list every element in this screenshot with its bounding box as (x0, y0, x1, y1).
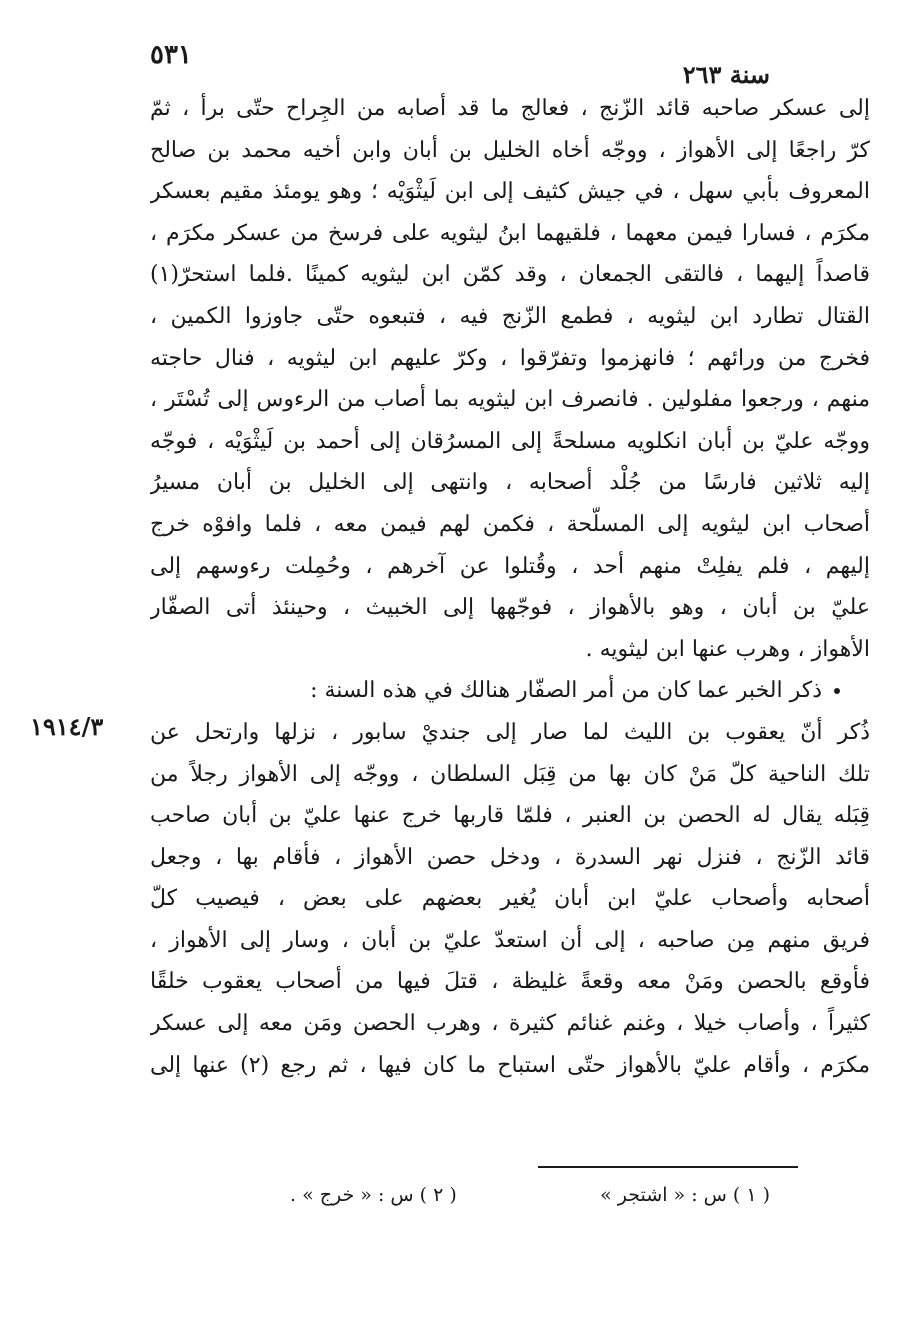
text-line: قاصداً إليهما ، فالتقى الجمعان ، وقد كمّن ابن ليثويه كمينًا .فلما استحرّ(١) (150, 262, 870, 288)
text-line: مكرَم ، فسارا فيمن معهما ، فلقيهما ابنُ ليثويه على فرسخ من عسكر مكرَم ، (150, 220, 870, 246)
text-line: كثيراً ، وأصاب خيلا ، وغنم غنائم كثيرة ، وهرب الحصن ومَن معه إلى عسكر (150, 1011, 870, 1037)
text-line: إليهم ، فلم يفلِتْ منهم أحد ، وقُتلوا عن آخرهم ، وحُمِلت رءوسهم إلى (150, 553, 870, 579)
running-head: سنة ٢٦٣ (682, 60, 770, 89)
section-heading (150, 670, 870, 712)
text-line: فأوقع بالحصن ومَنْ معه وقعةً غليظة ، قتلَ فيها من أصحاب يعقوب خلقًا (150, 969, 870, 995)
text-line: ذُكر أنّ يعقوب بن الليث لما صار إلى جنديْ سابور ، نزلها وارتحل عن (150, 719, 870, 745)
text-line: فخرج من ورائهم ؛ فانهزموا وتفرّقوا ، وكرّ عليهم ابن ليثويه ، فنال حاجته (150, 345, 870, 371)
body-text (150, 88, 870, 1086)
text-line: منهم ، ورجعوا مفلولين . فانصرف ابن ليثويه بما أصاب من الرءوس إلى تُسْتَر ، (150, 387, 870, 413)
text-line: تلك الناحية كلّ مَنْ كان بها من قِبَل السلطان ، ووجّه إلى الأهواز رجلاً من (150, 761, 870, 787)
section-heading-text: ذكر الخبر عما كان من أمر الصفّار هنالك في هذه السنة : (310, 678, 822, 704)
bullet-icon (834, 688, 840, 694)
text-line: إلى عسكر صاحبه قائد الزّنج ، فعالج ما قد أصابه من الجِراح حتّى برأ ، ثمّ (150, 96, 870, 121)
margin-reference: ١٩١٤/٣ (30, 712, 104, 741)
text-line: ووجّه عليّ بن أبان انكلويه مسلحةً إلى المسرُقان إلى أحمد بن لَيثْوَيْه ، فوجّه (150, 428, 870, 454)
page-number: ٥٣١ (150, 40, 192, 70)
text-line: أصحاب ابن ليثويه إلى المسلّحة ، فكمن لهم فيمن معه ، فلما وافوْه خرج (150, 511, 870, 537)
text-line: عليّ بن أبان ، وهو بالأهواز ، فوجّهها إلى الخبيث ، وحينئذ أتى الصفّار (150, 595, 870, 621)
text-line: أصحابه وأصحاب عليّ ابن أبان يُغير بعضهم على بعض ، فيصيب كلّ (150, 886, 870, 912)
footnote-2: ( ٢ ) س : « خرج » . (290, 1184, 457, 1206)
text-line: فريق منهم مِن صاحبه ، إلى أن استعدّ عليّ بن أبان ، وسار إلى الأهواز ، (150, 927, 870, 953)
footnote-1: ( ١ ) س : « اشتجر » (600, 1184, 770, 1206)
text-line: مكرَم ، وأقام عليّ بالأهواز حتّى استباح ما كان فيها ، ثم رجع (٢) عنها إلى (150, 1052, 870, 1078)
text-line: الأهواز ، وهرب عنها ابن ليثويه . (585, 636, 870, 662)
footnote-divider (538, 1166, 798, 1168)
text-line: قِبَله يقال له الحصن بن العنبر ، فلمّا قاربها خرج عنها عليّ بن أبان صاحب (150, 803, 870, 829)
text-line: قائد الزّنج ، فنزل نهر السدرة ، ودخل حصن الأهواز ، فأقام بها ، وجعل (150, 844, 870, 870)
text-line: إليه ثلاثين فارسًا من جُلْد أصحابه ، وانتهى إلى الخليل بن أبان مسيرُ (150, 470, 870, 496)
text-line: المعروف بأبي سهل ، في جيش كثيف إلى ابن لَيثْوَيْه ؛ وهو يومئذ مقيم بعسكر (150, 179, 870, 205)
text-line: القتال تطارد ابن ليثويه ، فطمع الزّنج فيه ، فتبعوه حتّى جاوزوا الكمين ، (150, 303, 870, 329)
text-line: كرّ راجعًا إلى الأهواز ، ووجّه أخاه الخليل بن أبان وابن أخيه محمد بن صالح (150, 137, 870, 163)
footnotes (290, 1184, 770, 1206)
